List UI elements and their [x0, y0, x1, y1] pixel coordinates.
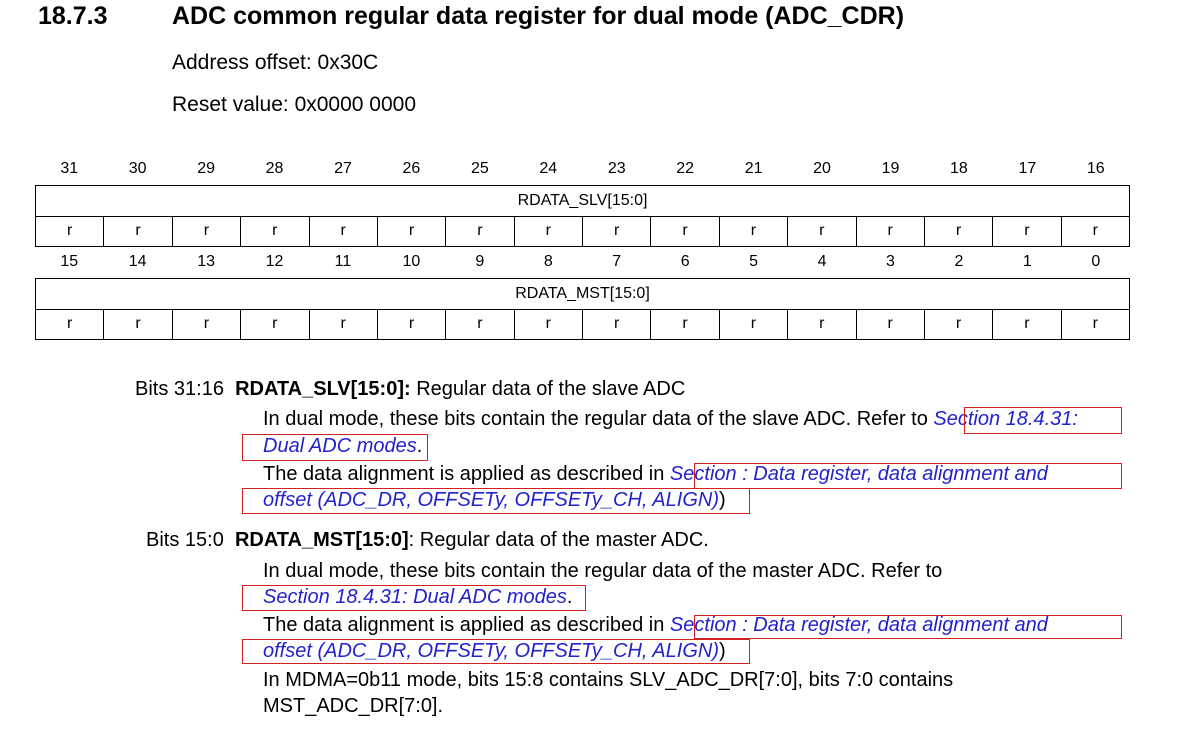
access-cell: r	[924, 309, 992, 339]
bit-number: 20	[813, 160, 831, 177]
slv-para1-text: In dual mode, these bits contain the regular data of the slave ADC. Refer to	[263, 408, 934, 430]
access-cell: r	[35, 216, 103, 246]
bit-number: 5	[749, 253, 759, 270]
bit-number: 7	[612, 253, 622, 270]
access-cell: r	[992, 216, 1060, 246]
slv-dual-mode-link-b[interactable]: Dual ADC modes	[263, 435, 417, 457]
bit-number: 4	[817, 253, 827, 270]
upper-bit-numbers	[35, 160, 1130, 178]
slv-para1-end: .	[416, 435, 423, 457]
bit-number: 9	[475, 253, 485, 270]
bit-number: 10	[402, 253, 421, 270]
slv-data-register-link-b[interactable]: offset (ADC_DR, OFFSETy, OFFSETy_CH, ALIGN)	[263, 489, 719, 511]
access-cell: r	[309, 216, 377, 246]
mst-bits: Bits 15:0	[146, 529, 224, 551]
mst-description-header	[146, 527, 709, 553]
bit-number: 1	[1022, 253, 1032, 270]
bit-number: 12	[265, 253, 284, 270]
mst-para3-line1: In MDMA=0b11 mode, bits 15:8 contains SLV_ADC_DR[7:0], bits 7:0 contains	[263, 669, 954, 691]
bit-number: 29	[197, 160, 215, 177]
access-cell: r	[445, 309, 513, 339]
access-cell: r	[445, 216, 513, 246]
bit-number: 0	[1091, 253, 1101, 270]
bit-number: 31	[60, 160, 79, 177]
bit-number: 28	[265, 160, 284, 177]
access-cell: r	[172, 216, 240, 246]
access-cell: r	[1061, 216, 1130, 246]
access-cell: r	[514, 216, 582, 246]
reset-value: Reset value: 0x0000 0000	[172, 93, 417, 116]
bit-number: 23	[607, 160, 626, 177]
mst-para3-line2: MST_ADC_DR[7:0].	[263, 695, 444, 717]
bit-number: 30	[128, 160, 147, 177]
access-cell: r	[582, 309, 650, 339]
mst-para2-end: )	[718, 640, 726, 662]
access-cell: r	[35, 309, 103, 339]
link-highlight-box	[242, 585, 586, 611]
mst-dual-mode-link[interactable]: Section 18.4.31: Dual ADC modes	[263, 586, 567, 608]
upper-field: RDATA_SLV[15:0]	[35, 185, 1130, 217]
access-cell: r	[787, 216, 855, 246]
link-highlight-box	[242, 639, 750, 664]
slv-field-name: RDATA_SLV[15:0]:	[235, 378, 411, 400]
bit-number: 14	[128, 253, 147, 270]
bit-number: 26	[402, 160, 421, 177]
access-cell: r	[240, 309, 308, 339]
bit-number: 27	[334, 160, 352, 177]
link-highlight-box	[694, 615, 1122, 639]
bit-number: 22	[676, 160, 695, 177]
bit-number: 18	[950, 160, 968, 177]
slv-para2-text: The data alignment is applied as described in	[263, 463, 670, 485]
bit-number: 11	[334, 253, 352, 270]
mst-para1-line1: In dual mode, these bits contain the regular data of the master ADC. Refer to	[263, 560, 943, 582]
bit-number: 25	[470, 160, 489, 177]
access-cell: r	[377, 216, 445, 246]
mst-data-register-link-a[interactable]: Section : Data register, data alignment and	[669, 614, 1048, 636]
link-highlight-box	[694, 463, 1122, 489]
slv-data-register-link-a[interactable]: Section : Data register, data alignment and	[669, 463, 1048, 485]
slv-description-header	[135, 376, 685, 402]
upper-access-row	[35, 216, 1130, 247]
access-cell: r	[103, 309, 171, 339]
bit-number: 13	[197, 253, 215, 270]
lower-field: RDATA_MST[15:0]	[35, 278, 1130, 310]
slv-para2-end: )	[718, 489, 726, 511]
access-cell: r	[582, 216, 650, 246]
slv-bits: Bits 31:16	[135, 378, 224, 400]
link-highlight-box	[242, 488, 750, 514]
mst-summary: : Regular data of the master ADC.	[408, 529, 709, 551]
bit-number: 8	[543, 253, 553, 270]
slv-para1-line1	[263, 406, 1078, 432]
section-title: ADC common regular data register for dual mode (ADC_CDR)	[172, 2, 905, 30]
bit-number: 2	[954, 253, 964, 270]
link-highlight-box	[242, 434, 428, 461]
mst-para2-text: The data alignment is applied as described in	[263, 614, 670, 636]
access-cell: r	[787, 309, 855, 339]
section-heading	[38, 0, 904, 32]
access-cell: r	[1061, 309, 1130, 339]
lower-access-row	[35, 309, 1130, 340]
access-cell: r	[240, 216, 308, 246]
slv-dual-mode-link-a[interactable]: Section 18.4.31:	[933, 408, 1078, 430]
access-cell: r	[514, 309, 582, 339]
access-cell: r	[377, 309, 445, 339]
bit-number: 16	[1086, 160, 1105, 177]
lower-bit-numbers	[35, 253, 1130, 271]
bit-number: 24	[539, 160, 558, 177]
access-cell: r	[650, 216, 718, 246]
access-cell: r	[103, 216, 171, 246]
bit-number: 6	[680, 253, 690, 270]
access-cell: r	[924, 216, 992, 246]
access-cell: r	[856, 309, 924, 339]
bit-number: 17	[1018, 160, 1037, 177]
mst-data-register-link-b[interactable]: offset (ADC_DR, OFFSETy, OFFSETy_CH, ALIGN)	[263, 640, 719, 662]
bit-number: 15	[60, 253, 79, 270]
mst-field-name: RDATA_MST[15:0]	[234, 529, 409, 551]
access-cell: r	[719, 216, 787, 246]
link-highlight-box	[964, 407, 1122, 434]
slv-summary: Regular data of the slave ADC	[410, 378, 686, 400]
section-number: 18.7.3	[38, 2, 108, 30]
bit-number: 19	[881, 160, 900, 177]
mst-para1-end: .	[566, 586, 573, 608]
access-cell: r	[856, 216, 924, 246]
address-offset: Address offset: 0x30C	[172, 51, 379, 74]
access-cell: r	[309, 309, 377, 339]
access-cell: r	[650, 309, 718, 339]
bit-number: 21	[744, 160, 763, 177]
access-cell: r	[992, 309, 1060, 339]
access-cell: r	[172, 309, 240, 339]
bit-number: 3	[886, 253, 895, 270]
access-cell: r	[719, 309, 787, 339]
